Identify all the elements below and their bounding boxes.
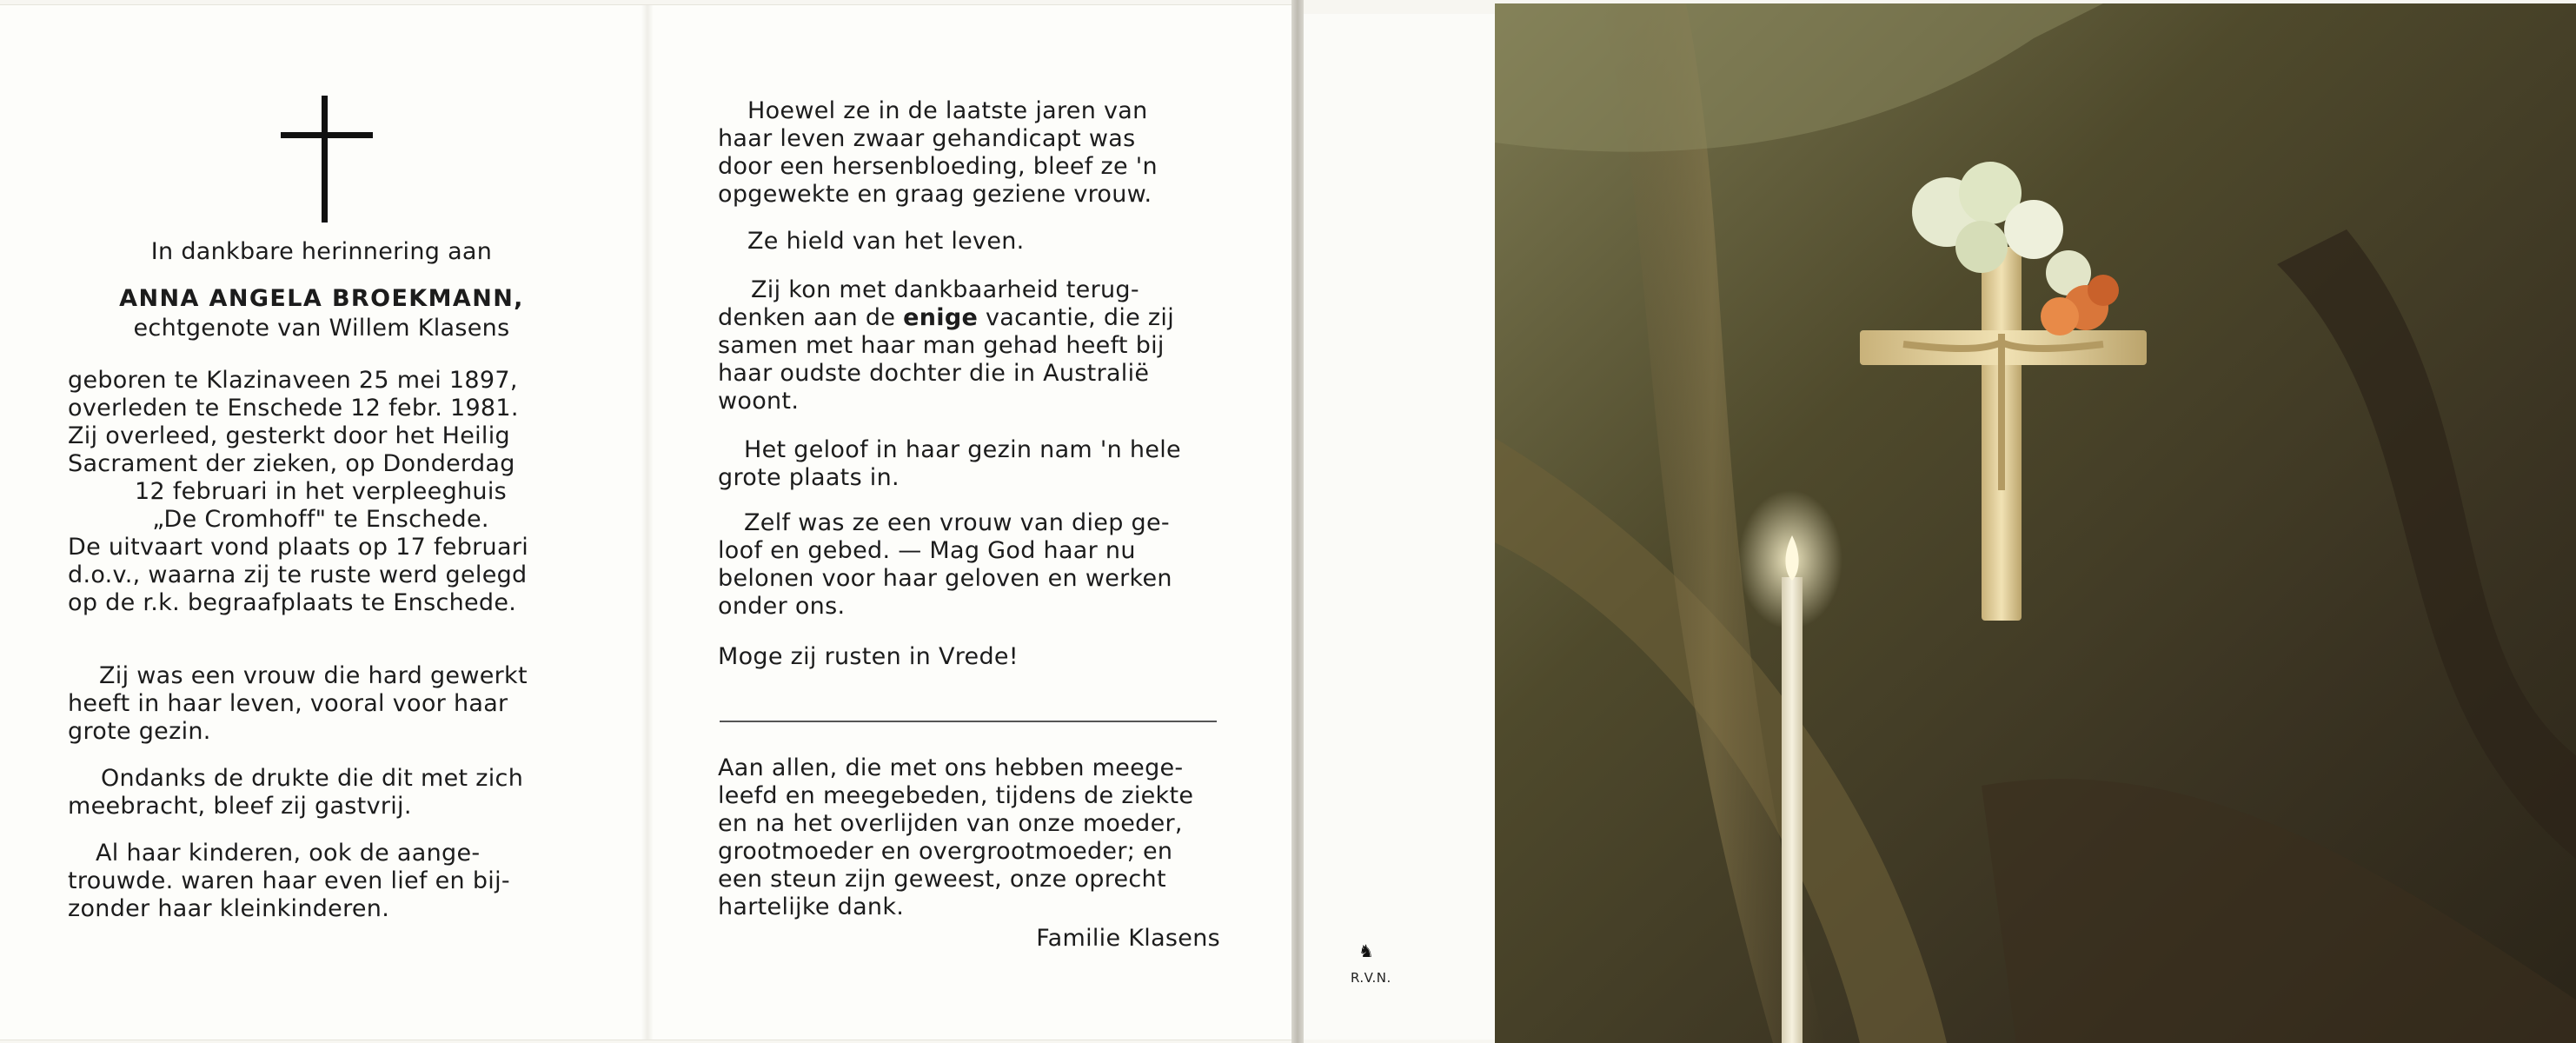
paragraph-line: Zij was een vrouw die hard gewerkt [99, 662, 528, 689]
cross-icon-vertical [322, 96, 328, 223]
deceased-name: ANNA ANGELA BROEKMANN, [119, 285, 524, 312]
publisher-logo-icon: ♞ [1358, 940, 1374, 961]
paragraph-line: opgewekte en graag geziene vrouw. [718, 181, 1152, 208]
paragraph-line: onder ons. [718, 593, 846, 620]
paragraph-line: loof en gebed. — Mag God haar nu [718, 537, 1136, 564]
paragraph-prayer [718, 509, 1220, 621]
biography-line: „De Cromhoff" te Enschede. [152, 506, 489, 533]
paragraph-line: Hoewel ze in de laatste jaren van [747, 97, 1148, 124]
intro-text: In dankbare herinnering aan [150, 238, 493, 265]
center-fold [641, 5, 654, 1040]
paragraph-fragment: denken aan de [718, 304, 904, 331]
paragraph-children [68, 840, 574, 923]
paragraph-line: Ondanks de drukte die dit met zich [101, 765, 524, 792]
paragraph-line: woont. [718, 388, 800, 415]
paragraph-rest-in-peace: Moge zij rusten in Vrede! [718, 643, 1019, 670]
paragraph-line: door een hersenbloeding, bleef ze 'n [718, 153, 1158, 180]
crucifix-photo-illustration [1495, 3, 2576, 1043]
paragraph-line: Zij kon met dankbaarheid terug- [751, 276, 1139, 303]
paragraph-line: haar oudste dochter die in Australië [718, 360, 1150, 387]
paragraph-line: heeft in haar leven, vooral voor haar [68, 690, 508, 717]
biography-line: geboren te Klazinaveen 25 mei 1897, [68, 367, 518, 394]
biography-line: Sacrament der zieken, op Donderdag [68, 450, 515, 477]
paragraph-line: meebracht, bleef zij gastvrij. [68, 793, 412, 820]
thanks-line: een steun zijn geweest, onze oprecht [718, 866, 1166, 893]
thanks-line: grootmoeder en overgrootmoeder; en [718, 838, 1173, 865]
thanks-line: Aan allen, die met ons hebben meege- [718, 754, 1184, 781]
paragraph-fragment: vacantie, die zij [978, 304, 1174, 331]
paragraph-line: Al haar kinderen, ook de aange- [96, 840, 481, 867]
paragraph-line: haar leven zwaar gehandicapt was [718, 125, 1136, 152]
paragraph-line: belonen voor haar geloven en werken [718, 565, 1172, 592]
paragraph-faith [718, 436, 1220, 492]
thanks-line: hartelijke dank. [718, 894, 905, 920]
biography-line: d.o.v., waarna zij te ruste werd gelegd [68, 561, 528, 588]
biography-line: op de r.k. begraafplaats te Enschede. [68, 589, 517, 616]
card-separator [1291, 0, 1304, 1043]
crucifix-photo [1495, 3, 2576, 1043]
card-inner-spread [0, 5, 1291, 1040]
biography-line: overleden te Enschede 12 febr. 1981. [68, 395, 519, 422]
biography-line: De uitvaart vond plaats op 17 februari [68, 534, 529, 561]
biography-line: Zij overleed, gesterkt door het Heilig [68, 422, 510, 449]
biography-line: 12 februari in het verpleeghuis [134, 478, 507, 505]
emphasis-word: enige [903, 304, 979, 331]
paragraph-line: trouwde. waren haar even lief en bij- [68, 867, 510, 894]
paragraph-loved-life: Ze hield van het leven. [747, 228, 1025, 255]
paragraph-line: grote gezin. [68, 718, 211, 745]
paragraph-hard-worker [68, 662, 574, 746]
paragraph-hospitable [68, 765, 574, 820]
family-signature: Familie Klasens [1036, 925, 1220, 952]
paragraph-line: Het geloof in haar gezin nam 'n hele [744, 436, 1181, 463]
paragraph-line: zonder haar kleinkinderen. [68, 895, 390, 922]
divider-line [720, 721, 1217, 722]
paragraph-handicap [718, 97, 1220, 209]
paragraph-line: samen met haar man gehad heeft bij [718, 332, 1165, 359]
paragraph-line [718, 304, 1220, 332]
paragraph-line: Zelf was ze een vrouw van diep ge- [744, 509, 1170, 536]
thanks-paragraph [718, 754, 1220, 921]
thanks-line: leefd en meegebeden, tijdens de ziekte [718, 782, 1194, 809]
thanks-line: en na het overlijden van onze moeder, [718, 810, 1183, 837]
spouse-line: echtgenote van Willem Klasens [133, 315, 510, 342]
publisher-name: R.V.N. [1351, 970, 1391, 986]
paragraph-vacation [718, 276, 1220, 415]
biography [68, 367, 574, 617]
paragraph-line: grote plaats in. [718, 464, 900, 491]
cross-icon-horizontal [281, 132, 373, 138]
